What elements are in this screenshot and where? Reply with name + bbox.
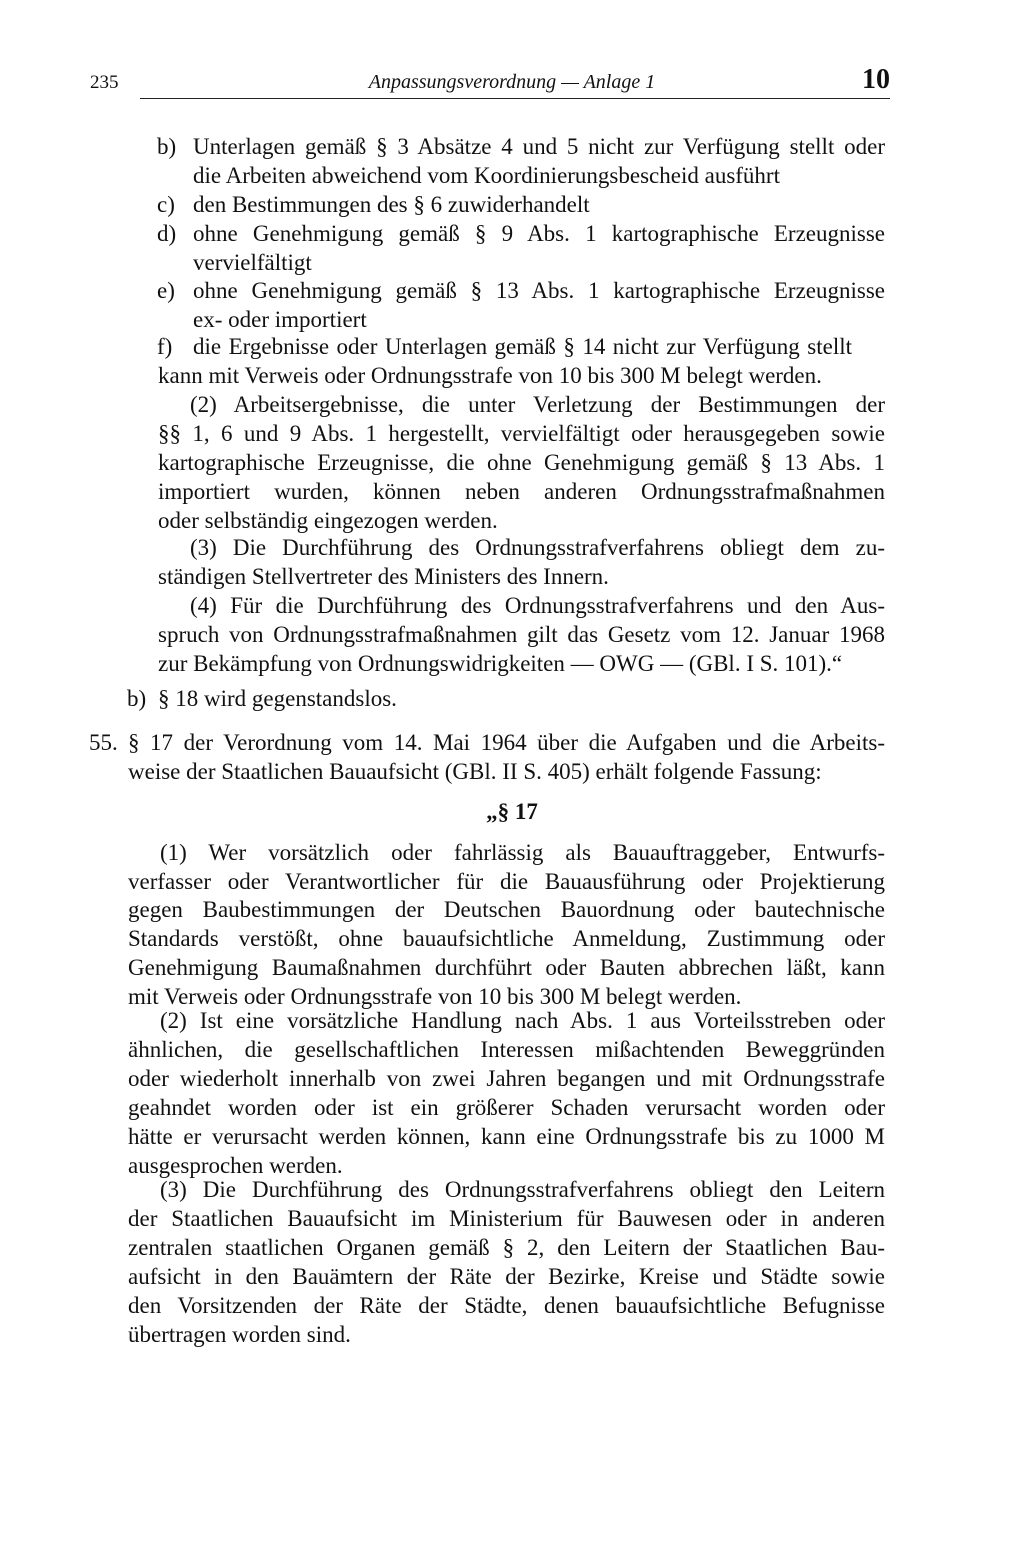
text-line: (3) Die Durchführung des Ordnungsstrafverfahrens obliegt dem zu- [190,535,885,560]
text-line: hätte er verursacht werden können, kann eine Ordnungsstrafe bis zu 1000 M [128,1124,885,1149]
page-number: 235 [90,72,119,93]
list-label: e) [157,278,175,303]
text-line: ohne Genehmigung gemäß § 13 Abs. 1 kartographische Erzeugnisse [193,278,885,303]
text-line: ständigen Stellvertreter des Ministers des Innern. [158,564,609,589]
text-line: ex- oder importiert [193,307,367,332]
section-heading: „§ 17 [486,799,538,824]
text-line: importiert wurden, können neben anderen Ordnungsstrafmaßnahmen [158,479,885,504]
text-line: ausgesprochen werden. [128,1153,343,1178]
text-line: Genehmigung Baumaßnahmen durchführt oder Bauten abbrechen läßt, kann [128,955,885,980]
text-line: die Ergebnisse oder Unterlagen gemäß § 14 nicht zur Verfügung stellt [193,334,852,359]
text-line: kartographische Erzeugnisse, die ohne Genehmigung gemäß § 13 Abs. 1 [158,450,885,475]
text-line: mit Verweis oder Ordnungsstrafe von 10 bis 300 M belegt werden. [128,984,742,1009]
text-line: §§ 1, 6 und 9 Abs. 1 hergestellt, vervielfältigt oder herausgegeben sowie [158,421,885,446]
text-line: weise der Staatlichen Bauaufsicht (GBl. II S. 405) erhält folgende Fassung: [128,759,822,784]
text-line: (4) Für die Durchführung des Ordnungsstrafverfahrens und den Aus- [190,593,885,618]
text-line: vervielfältigt [193,250,312,275]
running-title: Anpassungsverordnung — Anlage 1 [368,71,656,93]
text-line: den Bestimmungen des § 6 zuwiderhandelt [193,192,590,217]
text-line: den Vorsitzenden der Räte der Städte, denen bauaufsichtliche Befugnisse [128,1293,885,1318]
text-line: verfasser oder Verantwortlicher für die Bauausführung oder Projektierung [128,869,885,894]
list-label: b) [127,686,147,711]
text-line: übertragen worden sind. [128,1322,351,1347]
text-line: Standards verstößt, ohne bauaufsichtliche Anmeldung, Zustimmung oder [128,926,885,951]
text-line: § 17 der Verordnung vom 14. Mai 1964 über die Aufgaben und die Arbeits- [128,730,885,755]
text-line: Unterlagen gemäß § 3 Absätze 4 und 5 nicht zur Verfügung stellt oder [193,134,885,159]
text-line: spruch von Ordnungsstrafmaßnahmen gilt das Gesetz vom 12. Januar 1968 [158,622,885,647]
text-line: gegen Baubestimmungen der Deutschen Bauordnung oder bautechnische [128,897,885,922]
text-line: die Arbeiten abweichend vom Koordinierungsbescheid ausführt [193,163,780,188]
text-line: geahndet worden oder ist ein größerer Schaden verursacht worden oder [128,1095,885,1120]
text-line: zur Bekämpfung von Ordnungswidrigkeiten — OWG — (GBl. I S. 101).“ [158,651,843,676]
list-label: c) [157,192,175,217]
text-line: (2) Ist eine vorsätzliche Handlung nach Abs. 1 aus Vorteilsstreben oder [160,1008,885,1033]
text-line: oder wiederholt innerhalb von zwei Jahren begangen und mit Ordnungsstrafe [128,1066,885,1091]
text-line: (2) Arbeitsergebnisse, die unter Verletzung der Bestimmungen der [190,392,885,417]
text-line: der Staatlichen Bauaufsicht im Ministerium für Bauwesen oder in anderen [128,1206,885,1231]
list-label: 55. [89,730,118,755]
header-rule [140,98,890,99]
list-label: b) [157,134,177,159]
text-line: ohne Genehmigung gemäß § 9 Abs. 1 kartographische Erzeugnisse [193,221,885,246]
text-line: aufsicht in den Bauämtern der Räte der Bezirke, Kreise und Städte sowie [128,1264,885,1289]
list-label: d) [157,221,177,246]
text-line: (1) Wer vorsätzlich oder fahrlässig als Bauauftraggeber, Entwurfs- [160,840,885,865]
text-line: § 18 wird gegenstandslos. [158,686,397,711]
part-number: 10 [862,64,890,95]
text-line: zentralen staatlichen Organen gemäß § 2, den Leitern der Staatlichen Bau- [128,1235,885,1260]
text-line: (3) Die Durchführung des Ordnungsstrafverfahrens obliegt den Leitern [160,1177,885,1202]
text-line: ähnlichen, die gesellschaftlichen Interessen mißachtenden Beweggründen [128,1037,885,1062]
list-label: f) [157,334,173,359]
text-line: kann mit Verweis oder Ordnungsstrafe von 10 bis 300 M belegt werden. [158,363,822,388]
text-line: oder selbständig eingezogen werden. [158,508,498,533]
